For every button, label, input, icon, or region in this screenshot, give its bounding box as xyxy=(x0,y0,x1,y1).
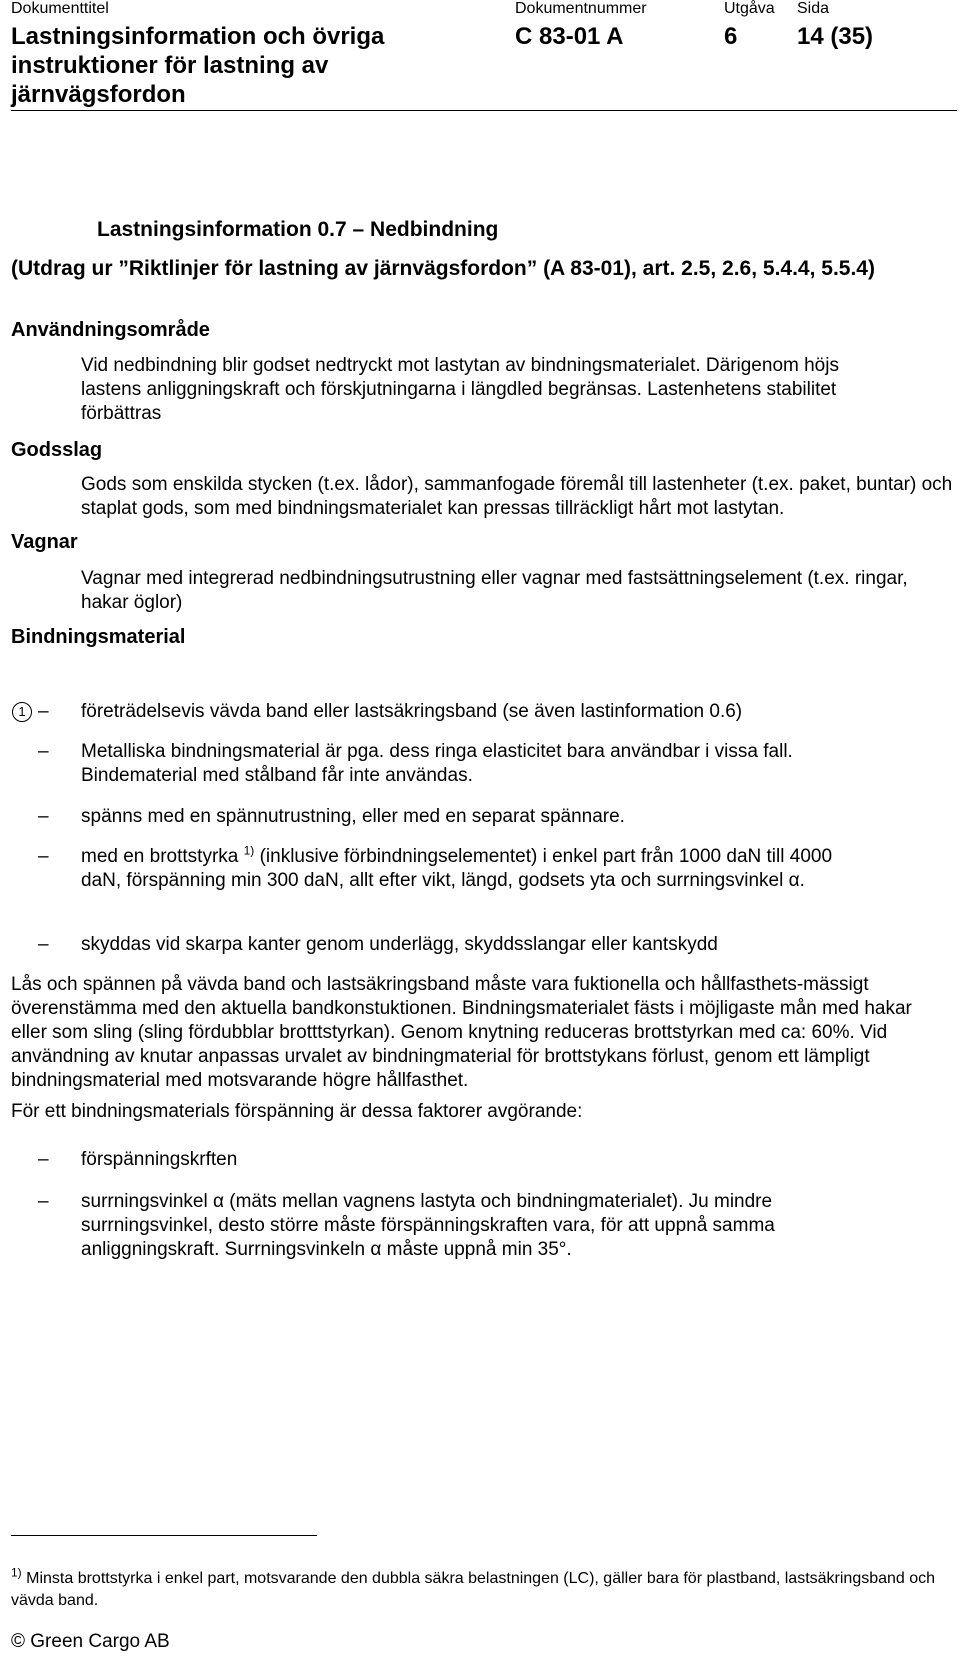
footnote-marker: 1) xyxy=(11,1565,22,1580)
page-number: 14 (35) xyxy=(797,23,874,50)
wagons-heading: Vagnar xyxy=(11,531,78,553)
material-item-4-post: (inklusive förbindningselementet) i enkel part från 1000 daN till 4000 daN, förspänning min 300 daN, allt efter vikt, längd, godsets yta och surrningsvinkel α. xyxy=(81,846,833,891)
material-item-3: spänns med en spännutrustning, eller med en separat spännare. xyxy=(81,806,625,827)
header-rule xyxy=(11,110,957,111)
factor-item-1: förspänningskrften xyxy=(81,1149,238,1170)
wagons-text: Vagnar med integrerad nedbindningsutrustning eller vagnar med fastsättningselement (t.ex. ringar, hakar öglor) xyxy=(81,568,908,613)
material-item-4 xyxy=(81,845,841,893)
doc-number-label: Dokumentnummer xyxy=(515,0,647,17)
list-dash: – xyxy=(38,1191,49,1212)
list-dash: – xyxy=(38,701,49,722)
footnote xyxy=(11,1565,951,1612)
page-label: Sida xyxy=(797,0,830,17)
paragraph-factors-intro: För ett bindningsmaterials förspänning är dessa faktorer avgörande: xyxy=(11,1101,583,1122)
section-title: Lastningsinformation 0.7 – Nedbindning xyxy=(97,218,499,241)
list-dash: – xyxy=(38,806,49,827)
doc-title-label: Dokumenttitel xyxy=(11,0,109,17)
list-dash: – xyxy=(38,741,49,762)
material-heading: Bindningsmaterial xyxy=(11,626,186,648)
material-item-5: skyddas vid skarpa kanter genom underlägg, skyddsslangar eller kantskydd xyxy=(81,934,718,955)
material-item-1: företrädelsevis vävda band eller lastsäkringsband (se även lastinformation 0.6) xyxy=(81,701,743,722)
usage-text: Vid nedbindning blir godset nedtryckt mot lastytan av bindningsmaterialet. Därigenom höjs lastens anliggningskraft och förskjutningarna i längdled begränsas. Lastenhetens stabilitet förbättras xyxy=(81,355,839,424)
edition: 6 xyxy=(724,23,738,50)
goods-text: Gods som enskilda stycken (t.ex. lådor), sammanfogade föremål till lastenheter (t.ex. paket, buntar) och staplat gods, som med bindningsmaterialet kan pressas tillräckligt hårt mot lastytan. xyxy=(81,474,953,519)
list-dash: – xyxy=(38,934,49,955)
edition-label: Utgåva xyxy=(724,0,775,17)
goods-heading: Godsslag xyxy=(11,439,103,461)
doc-title: Lastningsinformation och övriga instruktioner för lastning av järnvägsfordon xyxy=(11,23,385,108)
usage-heading: Användningsområde xyxy=(11,319,210,341)
doc-number: C 83-01 A xyxy=(515,23,624,50)
section-subtitle: (Utdrag ur ”Riktlinjer för lastning av järnvägsfordon” (A 83-01), art. 2.5, 2.6, 5.4.4, 5.5.4) xyxy=(11,257,875,280)
material-item-2: Metalliska bindningsmaterial är pga. dess ringa elasticitet bara användbar i vissa fall. Bindematerial med stålband får inte användas. xyxy=(81,741,793,786)
footnote-text: Minsta brottstyrka i enkel part, motsvarande den dubbla säkra belastningen (LC), gäller bara för plastband, lastsäkringsband och vävda band. xyxy=(11,1570,936,1609)
material-item-4-pre: med en brottstyrka xyxy=(81,846,244,867)
paragraph-locks: Lås och spännen på vävda band och lastsäkringsband måste vara fuktionella och hållfasthets-mässigt överenstämma med den aktuella bandkonstuktionen. Bindningsmaterialet fästs i möjligaste mån med hakar eller som sling (sling fördubblar brotttstyrkan). Genom knytning reduceras brottstyrkan med ca: 60%. Vid användning av knutar anpassas urvalet av bindningmaterial för brottstykans förlust, genom ett lämpligt bindningsmaterial med motsvarande högre hållfasthet. xyxy=(11,974,912,1091)
footnote-ref: 1) xyxy=(243,843,255,858)
list-dash: – xyxy=(38,1149,49,1170)
footnote-rule xyxy=(11,1535,317,1536)
circled-number-marker: 1 xyxy=(12,702,32,722)
factor-item-2: surrningsvinkel α (mäts mellan vagnens lastyta och bindningmaterialet). Ju mindre surrningsvinkel, desto större måste förspänningskraften vara, för att uppnå samma anliggningskraft. Surrningsvinkeln α måste uppnå min 35°. xyxy=(81,1191,775,1260)
copyright-footer: © Green Cargo AB xyxy=(11,1631,170,1652)
list-dash: – xyxy=(38,846,49,867)
